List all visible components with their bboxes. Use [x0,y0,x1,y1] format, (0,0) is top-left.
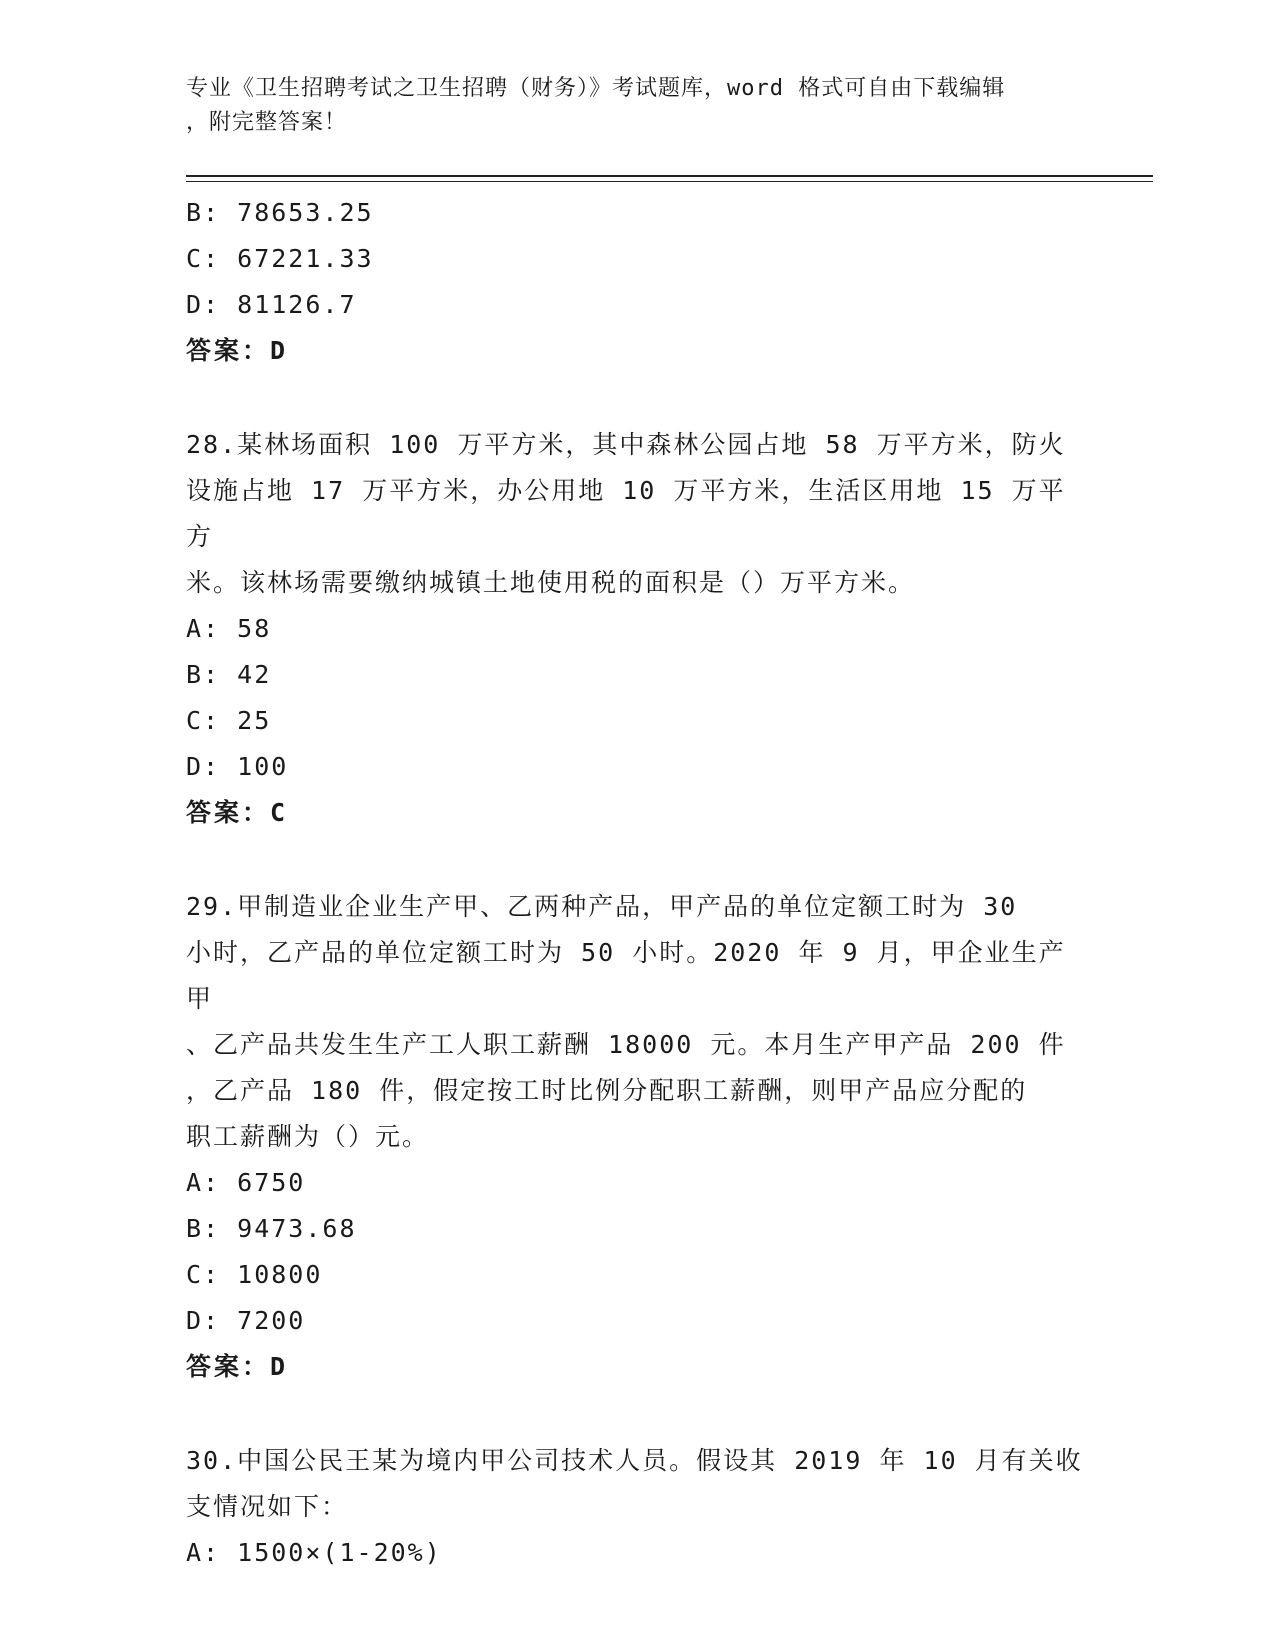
answer-line: 答案：D [186,1352,289,1381]
option-a: A: 58 [186,614,272,643]
document-header [186,72,1086,140]
question-28 [186,422,1086,836]
header-line-1: 专业《卫生招聘考试之卫生招聘（财务）》考试题库，word 格式可自由下载编辑 [186,76,1006,101]
option-d: D: 100 [186,752,289,781]
option-b: B: 9473.68 [186,1214,357,1243]
header-rule-thin [186,181,1153,182]
stem-line: 设施占地 17 万平方米，办公用地 10 万平方米，生活区用地 15 万平方 [186,476,1066,551]
question-stem [186,422,1086,606]
option-c: C: 67221.33 [186,244,374,273]
stem-line: 支情况如下： [186,1492,349,1521]
answer-line: 答案：D [186,336,289,365]
answer-line: 答案：C [186,798,289,827]
stem-line: 职工薪酬为（）元。 [186,1122,430,1151]
stem-line: 28.某林场面积 100 万平方米，其中森林公园占地 58 万平方米，防火 [186,430,1066,459]
option-c: C: 25 [186,706,272,735]
option-d: D: 81126.7 [186,290,357,319]
question-29 [186,884,1086,1390]
stem-line: 30.中国公民王某为境内甲公司技术人员。假设其 2019 年 10 月有关收 [186,1446,1083,1475]
stem-line: 、乙产品共发生生产工人职工薪酬 18000 元。本月生产甲产品 200 件 [186,1030,1066,1059]
question-stem [186,1438,1086,1530]
option-c: C: 10800 [186,1260,323,1289]
prev-question [186,190,1086,374]
stem-line: ，乙产品 180 件，假定按工时比例分配职工薪酬，则甲产品应分配的 [186,1076,1028,1105]
header-line-2: ，附完整答案！ [186,110,348,135]
option-b: B: 78653.25 [186,198,374,227]
option-a: A: 6750 [186,1168,306,1197]
stem-line: 29.甲制造业企业生产甲、乙两种产品，甲产品的单位定额工时为 30 [186,892,1018,921]
option-d: D: 7200 [186,1306,306,1335]
header-rule-thick [186,175,1153,177]
question-stem [186,884,1086,1160]
question-content [186,190,1086,1576]
question-30 [186,1438,1086,1576]
option-a: A: 1500×(1-20%) [186,1538,442,1567]
stem-line: 小时，乙产品的单位定额工时为 50 小时。2020 年 9 月，甲企业生产甲 [186,938,1066,1013]
stem-line: 米。该林场需要缴纳城镇土地使用税的面积是（）万平方米。 [186,568,916,597]
option-b: B: 42 [186,660,272,689]
